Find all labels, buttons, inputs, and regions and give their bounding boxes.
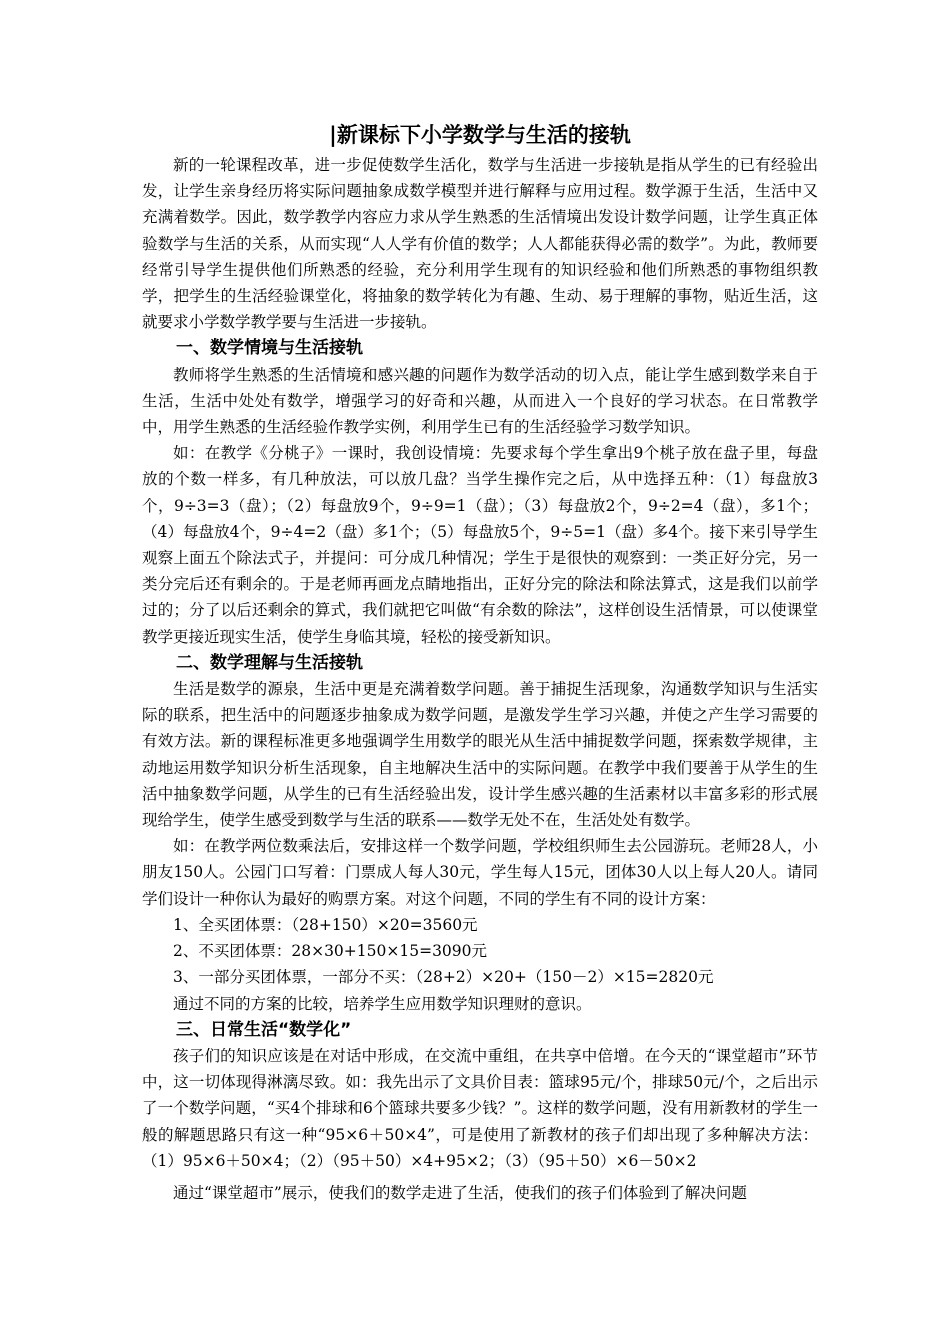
- section-1-paragraph-1: 教师将学生熟悉的生活情境和感兴趣的问题作为数学活动的切入点，能让学生感到数学来自于生活，生活中处处有数学，增强学习的好奇和兴趣，从而进入一个良好的学习状态。在日常教学中，用学生熟悉的生活经验作教学实例，利用学生已有的生活经验学习数学知识。: [142, 365, 818, 437]
- plan-item-1: 1、全买团体票：（28+150）×20=3560元: [173, 915, 478, 934]
- section-3-paragraph-2: 通过“课堂超市”展示，使我们的数学走进了生活，使我们的孩子们体验到了解决问题: [173, 1183, 747, 1202]
- section-2-paragraph-2: 如：在教学两位数乘法后，安排这样一个数学问题，学校组织师生去公园游玩。老师28人，小朋友150人。公园门口写着：门票成人每人30元，学生每人15元，团体30人以上每人20人。请同学们设计一种你认为最好的购票方案。对这个问题，不同的学生有不同的设计方案：: [142, 837, 818, 908]
- section-1-heading: 一、数学情境与生活接轨: [176, 338, 363, 359]
- section-3-paragraph-1: 孩子们的知识应该是在对话中形成，在交流中重组，在共享中倍增。在今天的“课堂超市”环节中，这一切体现得淋漓尽致。如：我先出示了文具价目表：篮球95元/个，排球50元/个，之后出示了一个数学问题，“买4个排球和6个篮球共要多少钱？”。这样的数学问题，没有用新教材的学生一般的解题思路只有这一种“95×6＋50×4”，可是使用了新教材的孩子们却出现了多种解决方法：（1）95×6＋50×4；（2）（95＋50）×4+95×2；（3）（95＋50）×6－50×2: [142, 1046, 818, 1170]
- plan-item-2: 2、不买团体票：28×30+150×15=3090元: [173, 942, 488, 961]
- section-2-paragraph-1: 生活是数学的源泉，生活中更是充满着数学问题。善于捕捉生活现象，沟通数学知识与生活实际的联系，把生活中的问题逐步抽象成为数学问题，是激发学生学习兴趣，并使之产生学习需要的有效方法。新的课程标准更多地强调学生用数学的眼光从生活中捕捉数学问题，探索数学规律，主动地运用数学知识分析生活现象，自主地解决生活中的实际问题。在教学中我们要善于从学生的生活中抽象数学问题，从学生的已有生活经验出发，设计学生感兴趣的生活素材以丰富多彩的形式展现给学生，使学生感受到数学与生活的联系——数学无处不在，生活处处有数学。: [142, 680, 818, 830]
- section-3-heading: 三、日常生活“数学化”: [176, 1019, 352, 1040]
- section-1-paragraph-2: 如：在教学《分桃子》一课时，我创设情境：先要求每个学生拿出9个桃子放在盘子里，每盘放的个数一样多，有几种放法，可以放几盘？当学生操作完之后，从中选择五种：（1）每盘放3个，9÷3=3（盘）；（2）每盘放9个，9÷9=1（盘）；（3）每盘放2个，9÷2=4（盘），多1个；（4）每盘放4个，9÷4=2（盘）多1个；（5）每盘放5个，9÷5=1（盘）多4个。接下来引导学生观察上面五个除法式子，并提问：可分成几种情况；学生于是很快的观察到：一类正好分完，另一类分完后还有剩余的。于是老师再画龙点睛地指出，正好分完的除法和除法算式，这是我们以前学过的；分了以后还剩余的算式，我们就把它叫做“有余数的除法”，这样创设生活情景，可以使课堂教学更接近现实生活，使学生身临其境，轻松的接受新知识。: [142, 444, 818, 646]
- document-page: [142, 118, 818, 1206]
- plan-item-3: 3、一部分买团体票，一部分不买：（28+2）×20+（150－2）×15=2820元: [173, 968, 714, 987]
- section-2-paragraph-3: 通过不同的方案的比较，培养学生应用数学知识理财的意识。: [173, 994, 592, 1013]
- intro-paragraph: 新的一轮课程改革，进一步促使数学生活化，数学与生活进一步接轨是指从学生的已有经验出发，让学生亲身经历将实际问题抽象成数学模型并进行解释与应用过程。数学源于生活，生活中又充满着数学。因此，数学教学内容应力求从学生熟悉的生活情境出发设计数学问题，让学生真正体验数学与生活的关系，从而实现“人人学有价值的数学；人人都能获得必需的数学”。为此，教师要经常引导学生提供他们所熟悉的经验，充分利用学生现有的知识经验和他们所熟悉的事物组织教学，把学生的生活经验课堂化，将抽象的数学转化为有趣、生动、易于理解的事物，贴近生活，这就要求小学数学教学要与生活进一步接轨。: [142, 156, 818, 332]
- section-2-heading: 二、数学理解与生活接轨: [176, 652, 363, 673]
- document-title: |新课标下小学数学与生活的接轨: [329, 123, 631, 147]
